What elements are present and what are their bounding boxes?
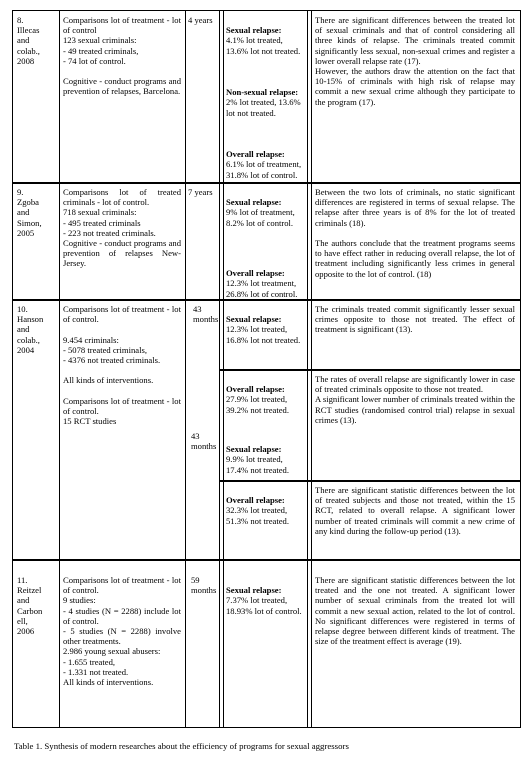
result-value: 12.3% lot treated, 16.8% lot not treated. [226, 324, 301, 345]
result-block [226, 187, 306, 228]
result-value: 27.9% lot treated, 39.2% not treated. [226, 394, 290, 415]
result-label: Overall relapse: [226, 149, 285, 160]
row-divider [13, 183, 520, 184]
result-label: Sexual relapse: [226, 444, 282, 455]
duration-cell: 7 years [188, 187, 213, 197]
result-label: Sexual relapse: [226, 585, 282, 596]
conclusion-cell: There are significant differences between the treated lot of sexual criminals and that of control considering all three kinds of relapse. The criminals treated commit significantly less sexual, non-sexual crimes and register a lower overall relapse rate (17). However, the authors draw the attention on the fact that 10-15% of criminals with high risk of relapse may commit a new sexual crime although they participate to the program (17). [315, 15, 515, 107]
sample-cell: Comparisons lot of treatment - lot of control. 9 studies: - 4 studies (N = 2288) include lot of control. - 5 studies (N = 2288) involve other treatments. 2.986 young sexual abusers: - 1.655 treated, - 1.331 not treated. All kinds of interventions. [63, 575, 181, 688]
column-divider [185, 11, 186, 727]
result-value: 4.1% lot treated, 13.6% lot not treated. [226, 35, 301, 56]
result-label: Overall relapse: [226, 384, 285, 395]
result-value: 12.3% lot treatment, 26.8% lot of control. [226, 278, 298, 299]
conclusion-cell: There are significant statistic differences between the lot treated and the one not treated. A significant lower number of sexual criminals from the treated lot will commit a new sexual action, related to the lot of control. No significant differences were registered in terms of relapse degree between different kinds of treatment. The size of the treatment effect is average (19). [315, 575, 515, 647]
conclusion-cell: There are significant statistic differences between the lot of treated subjects and those not treated, within the 15 RCT, related to overall relapse. A significant lower number of treated criminals will commit a new crime of any kind during the follow-up period (13). [315, 485, 515, 536]
result-block [226, 304, 306, 345]
result-value: 6.1% lot of treatment, 31.8% lot of control. [226, 159, 302, 180]
study-cell: 10. Hanson and colab., 2004 [17, 304, 44, 355]
result-block [226, 77, 306, 118]
duration-cell: 43 months [193, 304, 219, 325]
conclusion-cell: The rates of overall relapse are significantly lower in case of treated criminals opposite to those not treated. A significant lower number of criminals treated within the RCT studies (randomised control trial) relapse in sexual crimes (13). [315, 374, 515, 425]
result-value: 2% lot treated, 13.6% lot not treated. [226, 97, 301, 118]
result-value: 9% lot of treatment, 8.2% lot of control. [226, 207, 295, 228]
research-table [12, 10, 521, 728]
sample-cell: Comparisons lot of treatment - lot of control 123 sexual criminals: - 49 treated criminals, - 74 lot of control. Cognitive - conduct programs and prevention of relapses, Barcelona. [63, 15, 181, 97]
study-cell: 11. Reitzel and Carbon ell, 2006 [17, 575, 43, 637]
result-label: Sexual relapse: [226, 25, 282, 36]
column-divider [59, 11, 60, 727]
result-label: Sexual relapse: [226, 197, 282, 208]
result-label: Overall relapse: [226, 495, 285, 506]
row-divider [219, 481, 520, 482]
result-block [226, 485, 306, 526]
table-caption: Table 1. Synthesis of modern researches about the efficiency of programs for sexual aggressors [14, 741, 349, 751]
result-value: 32.3% lot treated, 51.3% not treated. [226, 505, 290, 526]
result-block [226, 374, 306, 415]
study-cell: 8. Illecas and colab., 2008 [17, 15, 40, 66]
row-divider [13, 560, 520, 561]
duration-cell: 43 months [191, 431, 217, 452]
conclusion-cell: Between the two lots of criminals, no static significant differences are registered in terms of sexual relapse. The relapse after three years is of 8% for the lot of treated criminals (18). The authors conclude that the treatment programs seems to have effect rather in reducing overall relapse, the lot of treatment including significantly less crimes in general opposite to the lot of control. (18) [315, 187, 515, 279]
row-divider [219, 370, 520, 371]
result-value: 7.37% lot treated, 18.93% lot of control. [226, 595, 302, 616]
sample-cell: Comparisons lot of treated criminals - lot of control. 718 sexual criminals: - 495 treated criminals - 223 not treated criminals. Cognitive - conduct programs and prevention of relapses New- Jersey. [63, 187, 181, 269]
result-block [226, 258, 306, 299]
duration-cell: 59 months [191, 575, 217, 596]
row-divider [13, 300, 520, 301]
result-label: Sexual relapse: [226, 314, 282, 325]
result-label: Overall relapse: [226, 268, 285, 279]
sample-cell: Comparisons lot of treatment - lot of control. 9.454 criminals: - 5078 treated criminals, - 4376 not treated criminals. All kinds of interventions. Comparisons lot of treatment - lot of control. 15 RCT studies [63, 304, 181, 427]
duration-cell: 4 years [188, 15, 213, 25]
result-label: Non-sexual relapse: [226, 87, 299, 98]
result-block [226, 139, 306, 180]
result-block [226, 575, 306, 616]
result-value: 9.9% lot treated, 17.4% not treated. [226, 454, 290, 475]
study-cell: 9. Zgoba and Simon, 2005 [17, 187, 42, 238]
result-block [226, 434, 306, 475]
result-block [226, 15, 306, 56]
conclusion-cell: The criminals treated commit significantly lesser sexual crimes opposite to those not treated. The effect of treatment is significant (13). [315, 304, 515, 335]
